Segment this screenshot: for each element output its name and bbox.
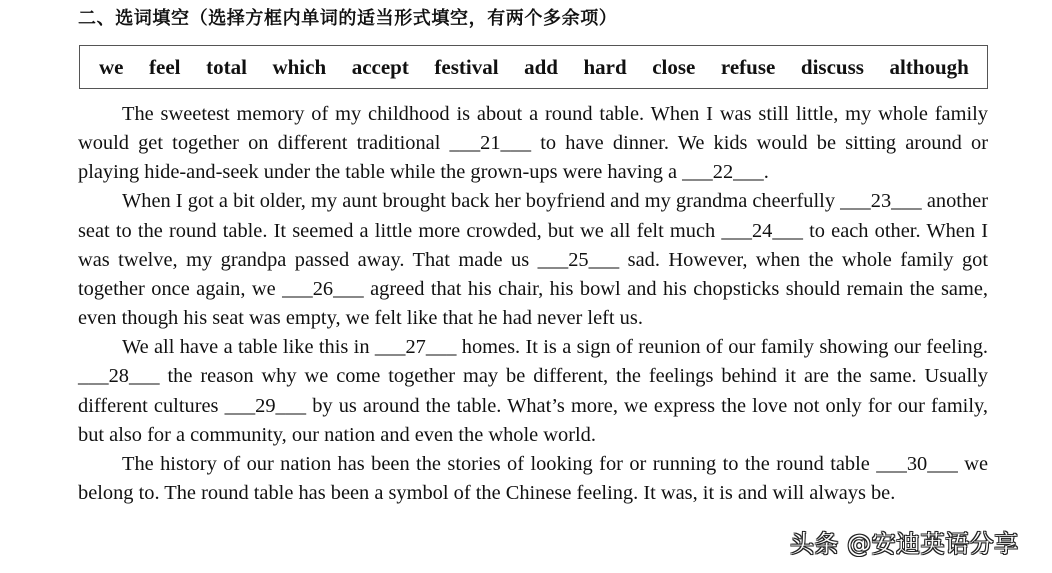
passage-text: by us around the table. What’s more, we express the love not only for our family, but also for a community, our nation and even the whole world. — [78, 394, 988, 446]
passage-text: agreed that his chair, his bowl and his chopsticks should remain the same, even though his seat was empty, we felt like that he had never left us. — [78, 277, 988, 330]
section-title: 二、选词填空（选择方框内单词的适当形式填空，有两个多余项） — [78, 8, 618, 29]
blank-30[interactable]: ___30___ — [876, 452, 958, 475]
blank-29[interactable]: ___29___ — [224, 394, 307, 417]
passage-text: . — [763, 161, 769, 184]
paragraph-1 — [78, 100, 988, 187]
passage-text: We all have a table like this in — [122, 336, 375, 359]
word-bank-item: feel — [149, 54, 181, 79]
blank-26[interactable]: ___26___ — [282, 277, 364, 300]
word-bank-item: which — [272, 54, 327, 79]
passage-text: to have dinner. We kids would be sitting around or playing hide-and-seek under the table while the grown-ups were having a — [78, 132, 988, 184]
paragraph-2 — [78, 187, 988, 333]
passage-text: we belong to. The round table has been a symbol of the Chinese feeling. It was, it is and will always be. — [78, 452, 989, 505]
blank-28[interactable]: ___28___ — [78, 365, 160, 388]
passage-text: sad. However, when the whole family got together once again, we — [78, 248, 988, 300]
word-bank-item: discuss — [800, 54, 864, 79]
word-bank-box — [79, 45, 988, 89]
blank-23[interactable]: ___23___ — [840, 190, 922, 213]
watermark: 头条 @安迪英语分享 — [790, 530, 1019, 558]
word-bank-item: although — [889, 54, 969, 79]
passage-text: The sweetest memory of my childhood is about a round table. When I was still little, my whole family would get together on different traditional — [78, 103, 988, 155]
word-bank-item: we — [99, 54, 124, 79]
passage-text: When I got a bit older, my aunt brought back her boyfriend and my grandma cheerfully — [122, 190, 841, 213]
blank-25[interactable]: ___25___ — [537, 248, 620, 271]
passage-text: the reason why we come together may be different, the feelings behind it are the same. Usually different cultures — [78, 365, 988, 417]
word-bank-item: add — [524, 54, 558, 79]
word-bank-item: festival — [434, 54, 499, 79]
blank-21[interactable]: ___21___ — [449, 132, 532, 155]
passage-text: another seat to the round table. It seemed a little more crowded, but we all felt much — [78, 190, 988, 242]
blank-27[interactable]: ___27___ — [374, 336, 457, 359]
passage-text: The history of our nation has been the stories of looking for or running to the round table — [122, 452, 877, 475]
word-bank-item: total — [206, 54, 247, 79]
passage-text: homes. It is a sign of reunion of our family showing our feeling. — [456, 336, 989, 359]
passage — [78, 100, 988, 508]
word-bank-item: accept — [351, 54, 409, 79]
word-bank-item: close — [652, 54, 696, 79]
paragraph-4 — [78, 450, 988, 508]
word-bank-item: refuse — [720, 54, 776, 79]
blank-24[interactable]: ___24___ — [721, 219, 803, 242]
passage-text: to each other. When I was twelve, my grandpa passed away. That made us — [78, 219, 988, 271]
word-bank-item: hard — [583, 54, 627, 79]
blank-22[interactable]: ___22___ — [682, 161, 764, 184]
paragraph-3 — [78, 333, 988, 450]
